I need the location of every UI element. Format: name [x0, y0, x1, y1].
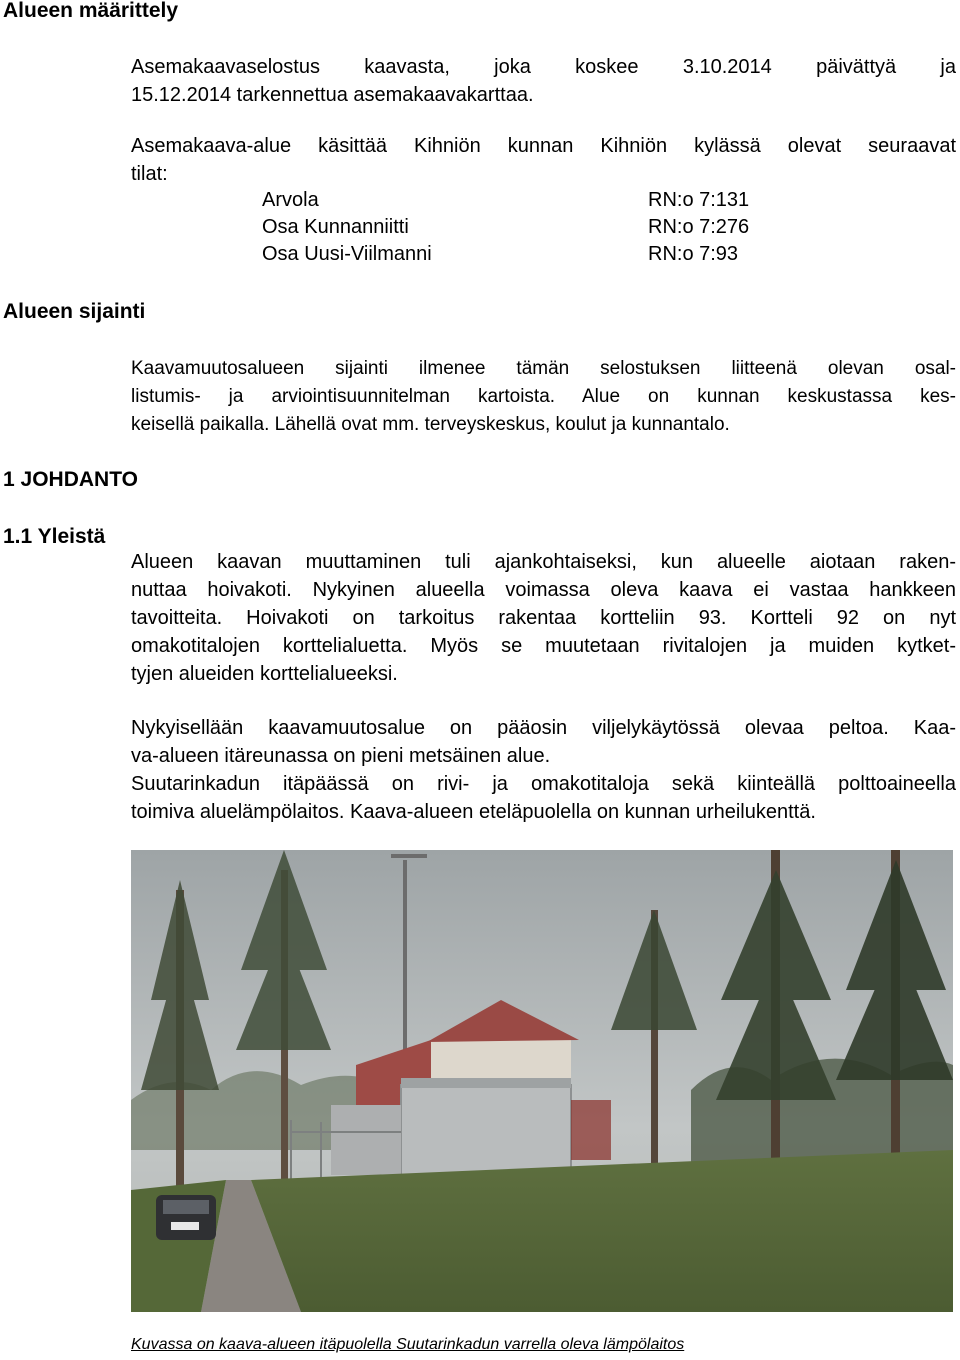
heading-area-location: Alueen sijainti [3, 300, 146, 323]
general-paragraph-1 [131, 548, 956, 688]
text-line: Nykyisellään kaavamuutosalue on pääosin viljelykäytössä olevaa peltoa. Kaa- [131, 717, 956, 739]
text-line: tavoitteita. Hoivakoti on tarkoitus rakentaa kortteliin 93. Kortteli 92 on nyt [131, 607, 956, 629]
photo-caption: Kuvassa on kaava-alueen itäpuolella Suutarinkadun varrella oleva lämpölaitos [131, 1336, 685, 1353]
heading-introduction: 1 JOHDANTO [3, 468, 138, 491]
text-line: toimiva aluelämpölaitos. Kaava-alueen eteläpuolella on kunnan urheilukenttä. [131, 801, 816, 823]
text-line: va-alueen itäreunassa on pieni metsäinen alue. [131, 745, 551, 767]
definition-scope-paragraph [131, 132, 956, 188]
text-line: Kaavamuutosalueen sijainti ilmenee tämän selostuksen liitteenä olevan osal- [131, 358, 956, 379]
property-name: Osa Uusi-Viilmanni [262, 243, 432, 265]
text-line: Asemakaavaselostus kaavasta, joka koskee 3.10.2014 päivättyä ja [131, 56, 956, 78]
text-line: Suutarinkadun itäpäässä on rivi- ja omakotitaloja sekä kiinteällä polttoaineella [131, 773, 956, 795]
heating-plant-photo [131, 850, 953, 1312]
text-line: omakotitalojen korttelialuetta. Myös se muutetaan rivitalojen ja muiden kytket- [131, 635, 956, 657]
text-line: tyjen alueiden korttelialueeksi. [131, 663, 398, 685]
photo-illustration [131, 850, 953, 1312]
property-code: RN:o 7:131 [648, 189, 750, 211]
text-line: listumis- ja arviointisuunnitelman kartoista. Alue on kunnan keskustassa kes- [131, 386, 956, 407]
definition-intro-paragraph [131, 53, 956, 109]
property-name: Osa Kunnanniitti [262, 216, 409, 238]
text-line: Asemakaava-alue käsittää Kihniön kunnan Kihniön kylässä olevat seuraavat [131, 135, 956, 157]
text-line: 15.12.2014 tarkennettua asemakaavakarttaa. [131, 84, 534, 106]
text-line: Alueen kaavan muuttaminen tuli ajankohtaiseksi, kun alueelle aiotaan raken- [131, 551, 956, 573]
heading-area-definition: Alueen määrittely [3, 0, 179, 22]
text-line: keisellä paikalla. Lähellä ovat mm. terveyskeskus, koulut ja kunnantalo. [131, 414, 730, 435]
property-code: RN:o 7:276 [648, 216, 750, 238]
text-line: tilat: [131, 163, 168, 185]
property-name: Arvola [262, 189, 319, 211]
location-paragraph [131, 355, 956, 439]
text-line: nuttaa hoivakoti. Nykyinen alueella voimassa oleva kaava ei vastaa hankkeen [131, 579, 956, 601]
heading-general: 1.1 Yleistä [3, 525, 106, 548]
general-paragraph-2 [131, 714, 956, 826]
property-code: RN:o 7:93 [648, 243, 739, 265]
